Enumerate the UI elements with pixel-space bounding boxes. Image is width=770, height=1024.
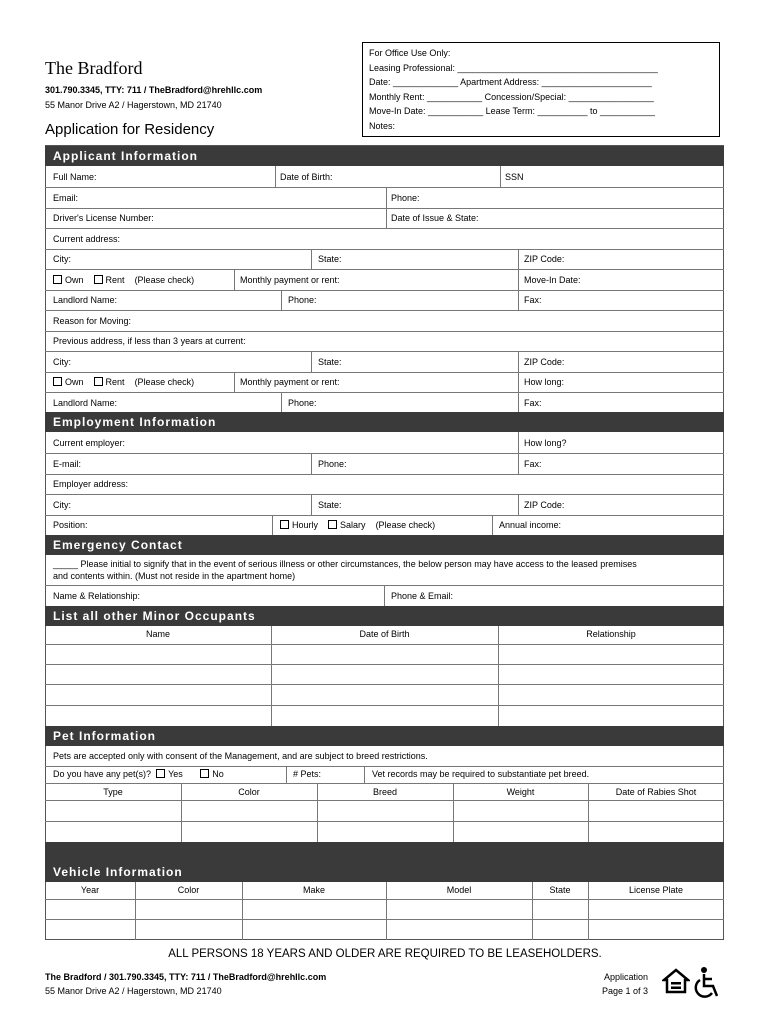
prev-state-field[interactable]: State: bbox=[318, 357, 342, 367]
previous-address-field[interactable]: Previous address, if less than 3 years at current: bbox=[53, 336, 246, 346]
rent-checkbox[interactable] bbox=[94, 275, 103, 284]
section-vehicle: Vehicle Information bbox=[45, 862, 724, 882]
ssn-field[interactable]: SSN bbox=[505, 172, 524, 182]
property-contact: 301.790.3345, TTY: 711 / TheBradford@hrehllc.com bbox=[45, 85, 263, 95]
prev-monthly-payment-field[interactable]: Monthly payment or rent: bbox=[240, 377, 340, 387]
footer-contact: The Bradford / 301.790.3345, TTY: 711 / TheBradford@hrehllc.com bbox=[45, 972, 327, 982]
own-rent-choice bbox=[53, 275, 194, 285]
prev-city-field[interactable]: City: bbox=[53, 357, 71, 367]
rent-label: Rent bbox=[105, 275, 125, 285]
section-applicant: Applicant Information bbox=[45, 146, 724, 166]
prev-landlord-phone-field[interactable]: Phone: bbox=[288, 398, 317, 408]
property-address: 55 Manor Drive A2 / Hagerstown, MD 21740 bbox=[45, 100, 222, 110]
employer-address-field[interactable]: Employer address: bbox=[53, 479, 129, 489]
pets-count-field[interactable]: # Pets: bbox=[293, 769, 322, 779]
pets-question bbox=[53, 769, 224, 779]
wheelchair-accessibility-icon bbox=[693, 966, 725, 1000]
state-field[interactable]: State: bbox=[318, 254, 342, 264]
pets-col-weight: Weight bbox=[506, 787, 535, 797]
move-in-date-field[interactable]: Move-In Date: bbox=[524, 275, 581, 285]
prev-please-check-label: (Please check) bbox=[134, 377, 195, 387]
vehicle-col-model: Model bbox=[446, 885, 472, 895]
prev-own-checkbox[interactable] bbox=[53, 377, 62, 386]
annual-income-field[interactable]: Annual income: bbox=[499, 520, 562, 530]
city-field[interactable]: City: bbox=[53, 254, 71, 264]
reason-moving-field[interactable]: Reason for Moving: bbox=[53, 316, 132, 326]
full-name-field[interactable]: Full Name: bbox=[53, 172, 97, 182]
employer-phone-field[interactable]: Phone: bbox=[318, 459, 347, 469]
pets-col-breed: Breed bbox=[372, 787, 398, 797]
prev-how-long-field[interactable]: How long: bbox=[524, 377, 565, 387]
pets-notice: Pets are accepted only with consent of the Management, and are subject to breed restrictions. bbox=[53, 751, 428, 761]
property-name: The Bradford bbox=[45, 58, 143, 78]
pets-no-label: No bbox=[212, 769, 224, 779]
minors-col-dob: Date of Birth bbox=[359, 629, 410, 639]
office-movein-term[interactable]: Move-In Date: ___________ Lease Term: __________ to ___________ bbox=[369, 106, 656, 116]
zip-field[interactable]: ZIP Code: bbox=[524, 254, 565, 264]
vehicle-col-color: Color bbox=[177, 885, 200, 895]
emergency-name-field[interactable]: Name & Relationship: bbox=[53, 591, 141, 601]
emergency-initial-line1[interactable]: _____ Please initial to signify that in the event of serious illness or other circumstances, the below person may have access to the leased premises bbox=[53, 559, 637, 569]
prev-rent-checkbox[interactable] bbox=[94, 377, 103, 386]
employer-fax-field[interactable]: Fax: bbox=[524, 459, 542, 469]
vehicle-col-state: State bbox=[549, 885, 571, 895]
prev-landlord-fax-field[interactable]: Fax: bbox=[524, 398, 542, 408]
prev-rent-label: Rent bbox=[105, 377, 125, 387]
landlord-name-field[interactable]: Landlord Name: bbox=[53, 295, 118, 305]
office-date-address[interactable]: Date: _____________ Apartment Address: ______________________ bbox=[369, 77, 652, 87]
hourly-checkbox[interactable] bbox=[280, 520, 289, 529]
leaseholder-notice: ALL PERSONS 18 YEARS AND OLDER ARE REQUIRED TO BE LEASEHOLDERS. bbox=[168, 948, 602, 960]
pets-yes-label: Yes bbox=[168, 769, 183, 779]
vehicle-col-year: Year bbox=[80, 885, 100, 895]
employer-email-field[interactable]: E-mail: bbox=[53, 459, 82, 469]
pay-type-choice bbox=[280, 520, 435, 530]
pets-col-type: Type bbox=[103, 787, 123, 797]
pets-col-color: Color bbox=[238, 787, 260, 797]
minors-col-relationship: Relationship bbox=[586, 629, 636, 639]
email-field[interactable]: Email: bbox=[53, 193, 79, 203]
prev-own-rent-choice bbox=[53, 377, 194, 387]
own-checkbox[interactable] bbox=[53, 275, 62, 284]
office-heading: For Office Use Only: bbox=[369, 48, 451, 58]
salary-checkbox[interactable] bbox=[328, 520, 337, 529]
footer-doc-name: Application bbox=[603, 972, 648, 982]
position-field[interactable]: Position: bbox=[53, 520, 88, 530]
employment-how-long-field[interactable]: How long? bbox=[524, 438, 567, 448]
monthly-payment-field[interactable]: Monthly payment or rent: bbox=[240, 275, 340, 285]
prev-own-label: Own bbox=[65, 377, 84, 387]
phone-field[interactable]: Phone: bbox=[391, 193, 420, 203]
section-emergency: Emergency Contact bbox=[45, 535, 724, 555]
office-leasing-professional[interactable]: Leasing Professional: ________________________________________ bbox=[369, 62, 658, 73]
pets-question-label: Do you have any pet(s)? bbox=[53, 769, 152, 779]
pay-please-check-label: (Please check) bbox=[375, 520, 436, 530]
dob-field[interactable]: Date of Birth: bbox=[280, 172, 333, 182]
own-label: Own bbox=[65, 275, 84, 285]
emergency-initial-line2: and contents within. (Must not reside in the apartment home) bbox=[53, 571, 296, 581]
section-employment: Employment Information bbox=[45, 412, 724, 432]
footer-page-number: Page 1 of 3 bbox=[601, 986, 648, 996]
pets-no-checkbox[interactable] bbox=[200, 769, 209, 778]
section-minors: List all other Minor Occupants bbox=[45, 606, 724, 626]
pets-yes-checkbox[interactable] bbox=[156, 769, 165, 778]
landlord-fax-field[interactable]: Fax: bbox=[524, 295, 542, 305]
footer-address: 55 Manor Drive A2 / Hagerstown, MD 21740 bbox=[45, 986, 222, 996]
equal-housing-opportunity-icon bbox=[662, 968, 690, 996]
employer-state-field[interactable]: State: bbox=[318, 500, 342, 510]
minors-col-name: Name bbox=[145, 629, 170, 639]
pets-table-footer-bar bbox=[45, 842, 724, 862]
office-notes[interactable]: Notes: bbox=[369, 120, 396, 131]
please-check-label: (Please check) bbox=[134, 275, 195, 285]
drivers-license-field[interactable]: Driver's License Number: bbox=[53, 213, 154, 223]
emergency-phone-email-field[interactable]: Phone & Email: bbox=[391, 591, 454, 601]
landlord-phone-field[interactable]: Phone: bbox=[288, 295, 317, 305]
vehicle-col-make: Make bbox=[302, 885, 325, 895]
employer-city-field[interactable]: City: bbox=[53, 500, 71, 510]
current-employer-field[interactable]: Current employer: bbox=[53, 438, 126, 448]
page-title: Application for Residency bbox=[45, 121, 215, 138]
hourly-label: Hourly bbox=[292, 520, 319, 530]
prev-landlord-name-field[interactable]: Landlord Name: bbox=[53, 398, 118, 408]
office-use-box bbox=[362, 42, 720, 137]
vehicle-col-plate: License Plate bbox=[628, 885, 684, 895]
license-issue-field[interactable]: Date of Issue & State: bbox=[391, 213, 479, 223]
current-address-field[interactable]: Current address: bbox=[53, 234, 121, 244]
employer-zip-field[interactable]: ZIP Code: bbox=[524, 500, 565, 510]
pets-col-rabies: Date of Rabies Shot bbox=[615, 787, 697, 797]
salary-label: Salary bbox=[340, 520, 366, 530]
prev-zip-field[interactable]: ZIP Code: bbox=[524, 357, 565, 367]
section-pets: Pet Information bbox=[45, 726, 724, 746]
office-rent-concession[interactable]: Monthly Rent: ___________ Concession/Special: _________________ bbox=[369, 91, 654, 102]
vet-records-note: Vet records may be required to substantiate pet breed. bbox=[372, 769, 590, 779]
